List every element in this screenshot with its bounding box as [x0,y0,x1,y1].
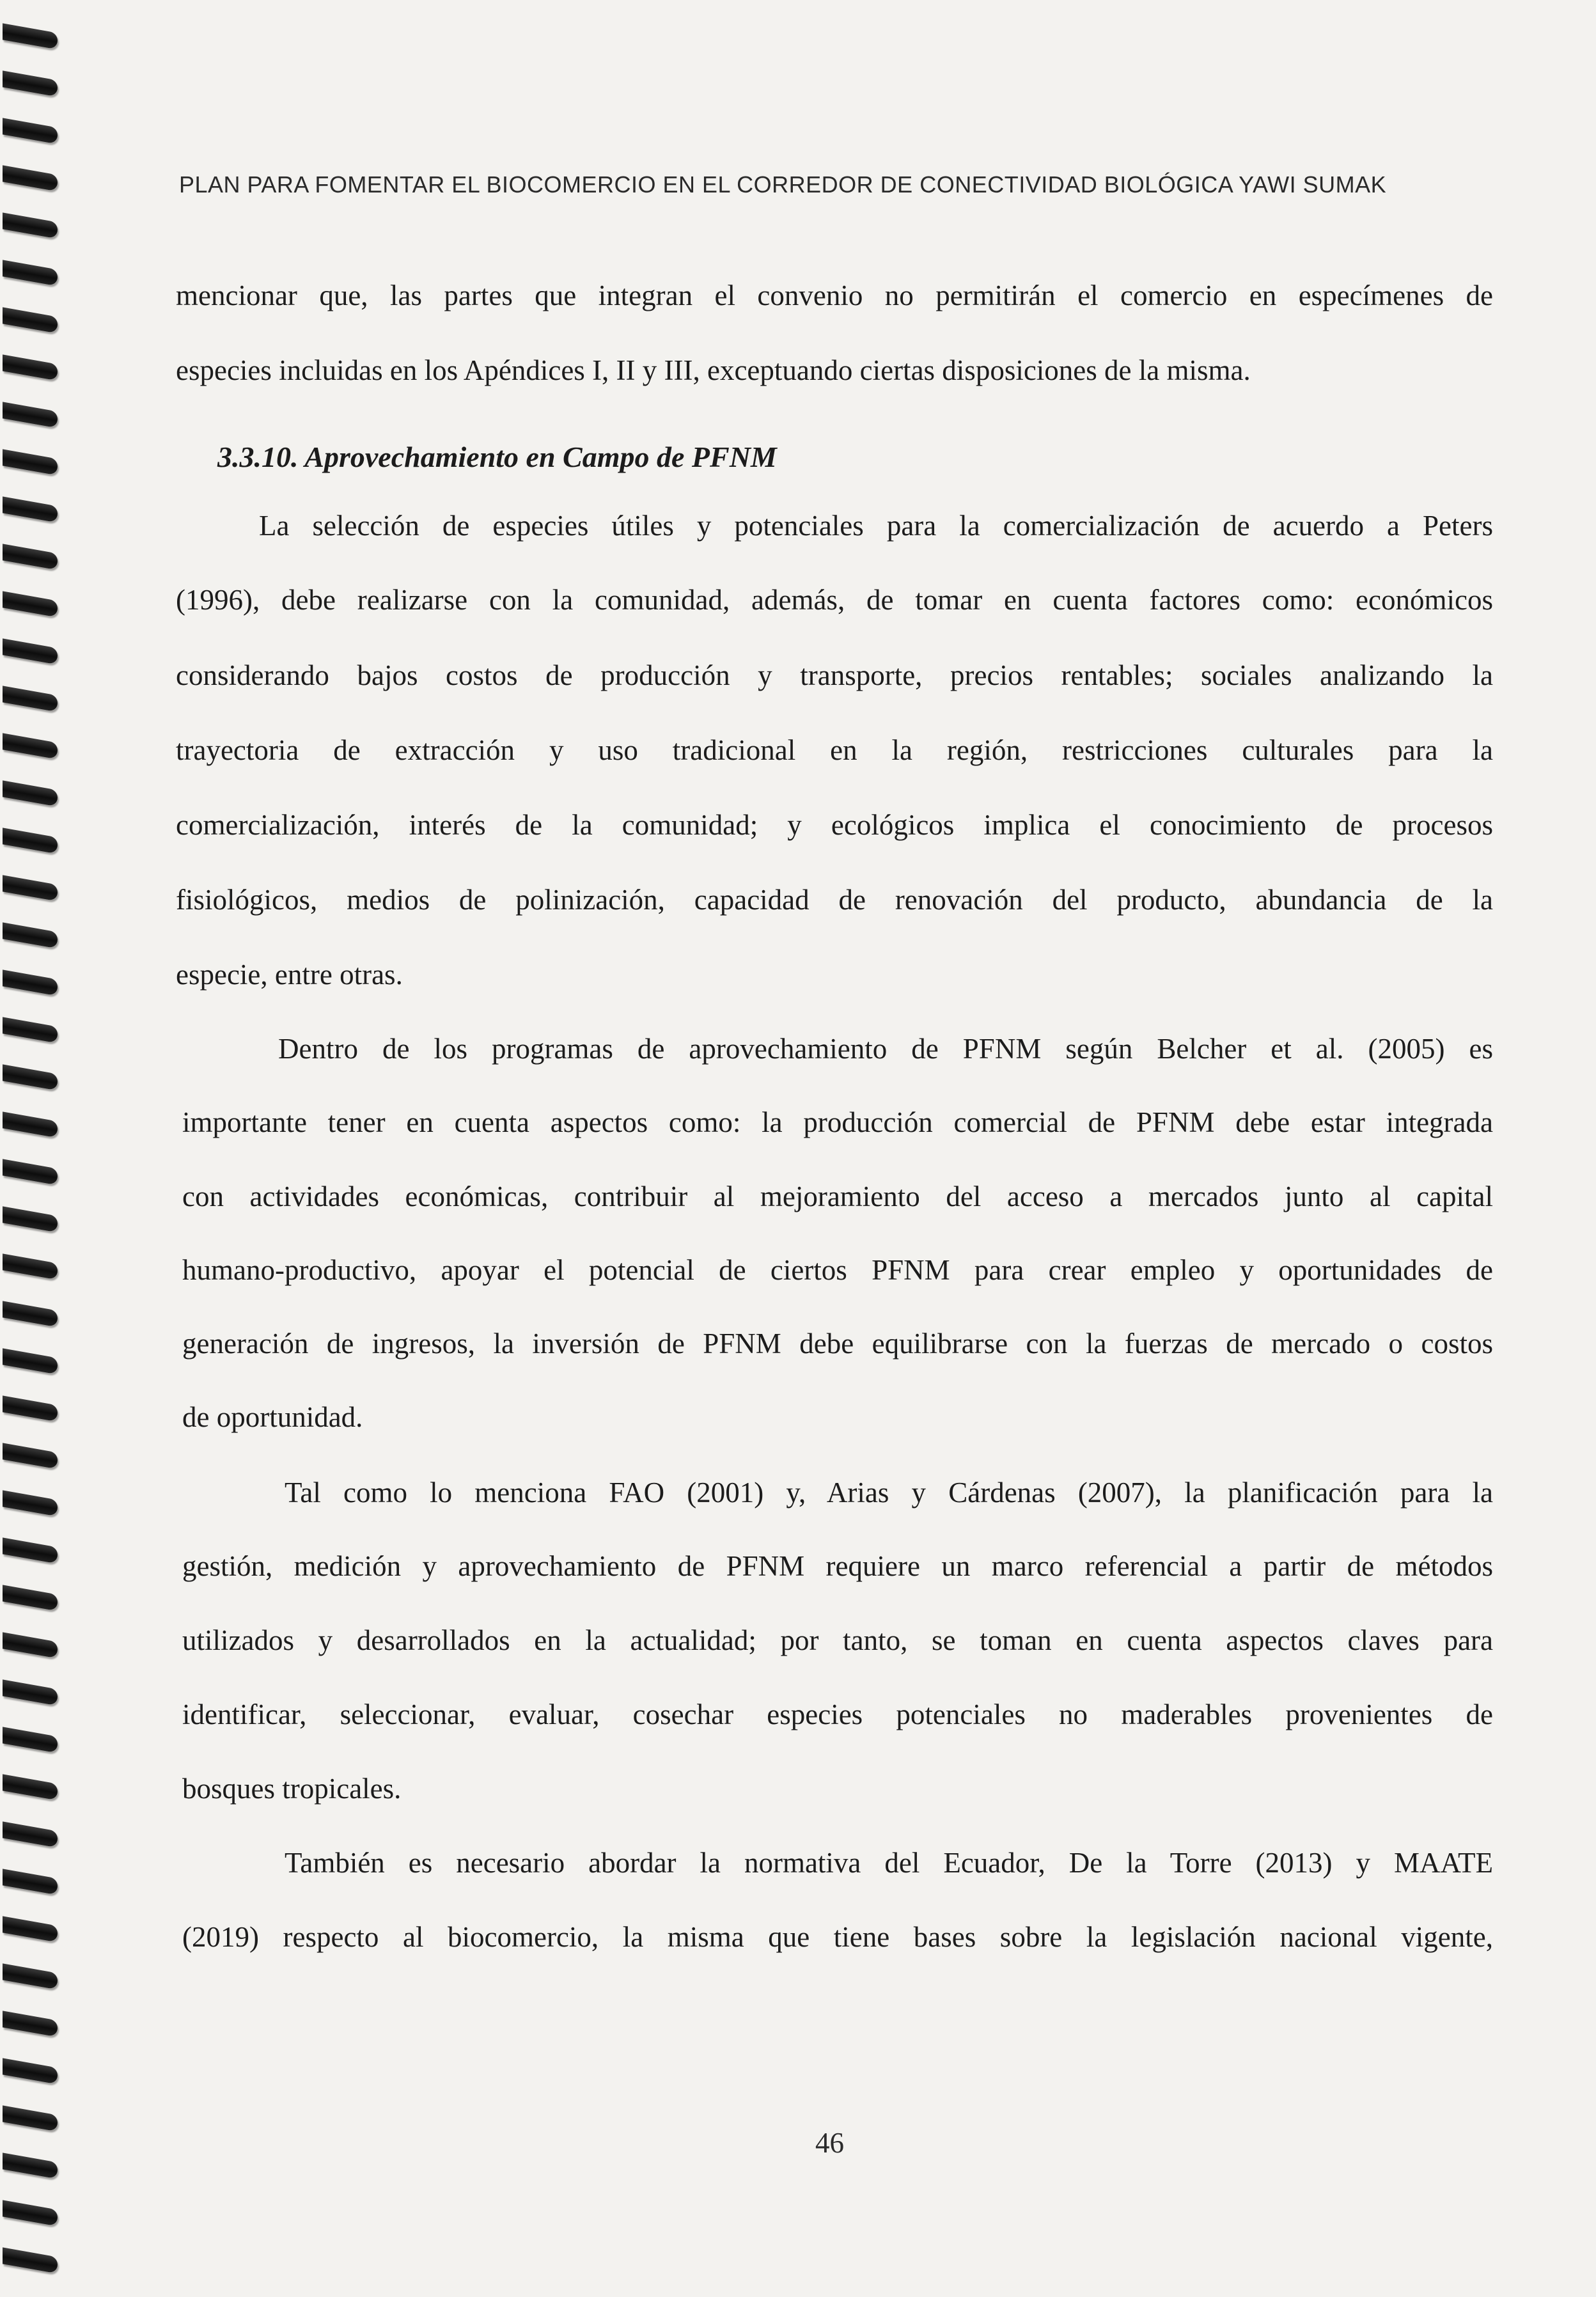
text-line: trayectoria de extracción y uso tradicional en la región, restricciones culturales para la [176,734,1493,766]
binding-coil [3,2105,58,2131]
binding-coil [3,1443,58,1469]
binding-coil [3,2011,58,2037]
binding-coil [3,780,58,806]
binding-coil [3,496,58,522]
binding-coil [3,969,58,996]
binding-coil [3,2200,58,2226]
binding-coil [3,1537,58,1564]
running-header: PLAN PARA FOMENTAR EL BIOCOMERCIO EN EL CORREDOR DE CONECTIVIDAD BIOLÓGICA YAWI SUMAK [179,171,1387,198]
text-line: bosques tropicales. [182,1773,402,1805]
text-line: especies incluidas en los Apéndices I, II y III, exceptuando ciertas disposiciones de la misma. [176,354,1251,386]
page-number: 46 [815,2127,844,2159]
section-number: 3.3.10. [217,441,299,473]
binding-coil [3,1017,58,1043]
binding-coil [3,544,58,570]
text-line: utilizados y desarrollados en la actualidad; por tanto, se toman en cuenta aspectos claves para [182,1624,1493,1656]
binding-coil [3,1585,58,1611]
binding-coil [3,260,58,286]
binding-coil [3,1159,58,1185]
binding-coil [3,2152,58,2179]
section-heading [217,440,777,474]
text-line: fisiológicos, medios de polinización, capacidad de renovación del producto, abundancia de la [176,884,1493,916]
binding-coil [3,1774,58,1800]
binding-coil [3,1632,58,1658]
binding-coil [3,1963,58,1989]
binding-coil [3,402,58,428]
binding-coil [3,733,58,759]
text-line: También es necesario abordar la normativa del Ecuador, De la Torre (2013) y MAATE [285,1847,1493,1879]
binding-coil [3,70,58,97]
binding-coil [3,1301,58,1327]
text-line: Dentro de los programas de aprovechamiento de PFNM según Belcher et al. (2005) es [278,1033,1493,1065]
section-title: Aprovechamiento en Campo de PFNM [304,441,777,473]
binding-coil [3,307,58,333]
binding-coil [3,1395,58,1422]
binding-coil [3,2247,58,2273]
binding-coil [3,638,58,664]
binding-coil [3,1348,58,1374]
binding-coil [3,1490,58,1516]
binding-coil [3,1727,58,1753]
binding-coil [3,118,58,144]
binding-coil [3,1679,58,1705]
text-line: considerando bajos costos de producción y transporte, precios rentables; sociales analizando la [176,659,1493,691]
binding-coil [3,875,58,901]
binding-coil [3,449,58,475]
binding-coil [3,23,58,49]
text-line: generación de ingresos, la inversión de PFNM debe equilibrarse con la fuerzas de mercado o costos [182,1328,1493,1360]
text-line: (1996), debe realizarse con la comunidad, además, de tomar en cuenta factores como: económicos [176,584,1493,616]
binding-coil [3,686,58,712]
binding-coil [3,212,58,239]
binding-coil [3,827,58,854]
text-line: humano-productivo, apoyar el potencial de ciertos PFNM para crear empleo y oportunidades de [182,1254,1493,1286]
binding-coil [3,1206,58,1232]
binding-coil [3,1111,58,1138]
binding-coil [3,922,58,948]
binding-coil [3,591,58,617]
binding-coil [3,2058,58,2084]
binding-coil [3,1821,58,1847]
binding-coil [3,354,58,380]
text-line: gestión, medición y aprovechamiento de PFNM requiere un marco referencial a partir de métodos [182,1550,1493,1582]
text-line: importante tener en cuenta aspectos como: la producción comercial de PFNM debe estar integrada [182,1106,1493,1138]
text-line: (2019) respecto al biocomercio, la misma que tiene bases sobre la legislación nacional vigente, [182,1921,1493,1953]
document-page [77,0,1596,2297]
binding-coil [3,1916,58,1942]
spiral-binding [0,0,77,2297]
binding-coil [3,165,58,191]
binding-coil [3,1869,58,1895]
text-line: mencionar que, las partes que integran el convenio no permitirán el comercio en especímenes de [176,279,1493,311]
text-line: Tal como lo menciona FAO (2001) y, Arias y Cárdenas (2007), la planificación para la [285,1477,1493,1509]
binding-coil [3,1253,58,1280]
text-line: La selección de especies útiles y potenciales para la comercialización de acuerdo a Peters [259,510,1493,542]
text-line: con actividades económicas, contribuir al mejoramiento del acceso a mercados junto al capital [182,1180,1493,1212]
binding-coil [3,1064,58,1090]
text-line: comercialización, interés de la comunidad; y ecológicos implica el conocimiento de procesos [176,809,1493,841]
text-line: especie, entre otras. [176,959,403,991]
text-line: identificar, seleccionar, evaluar, cosechar especies potenciales no maderables provenientes de [182,1698,1493,1730]
text-line: de oportunidad. [182,1401,363,1433]
